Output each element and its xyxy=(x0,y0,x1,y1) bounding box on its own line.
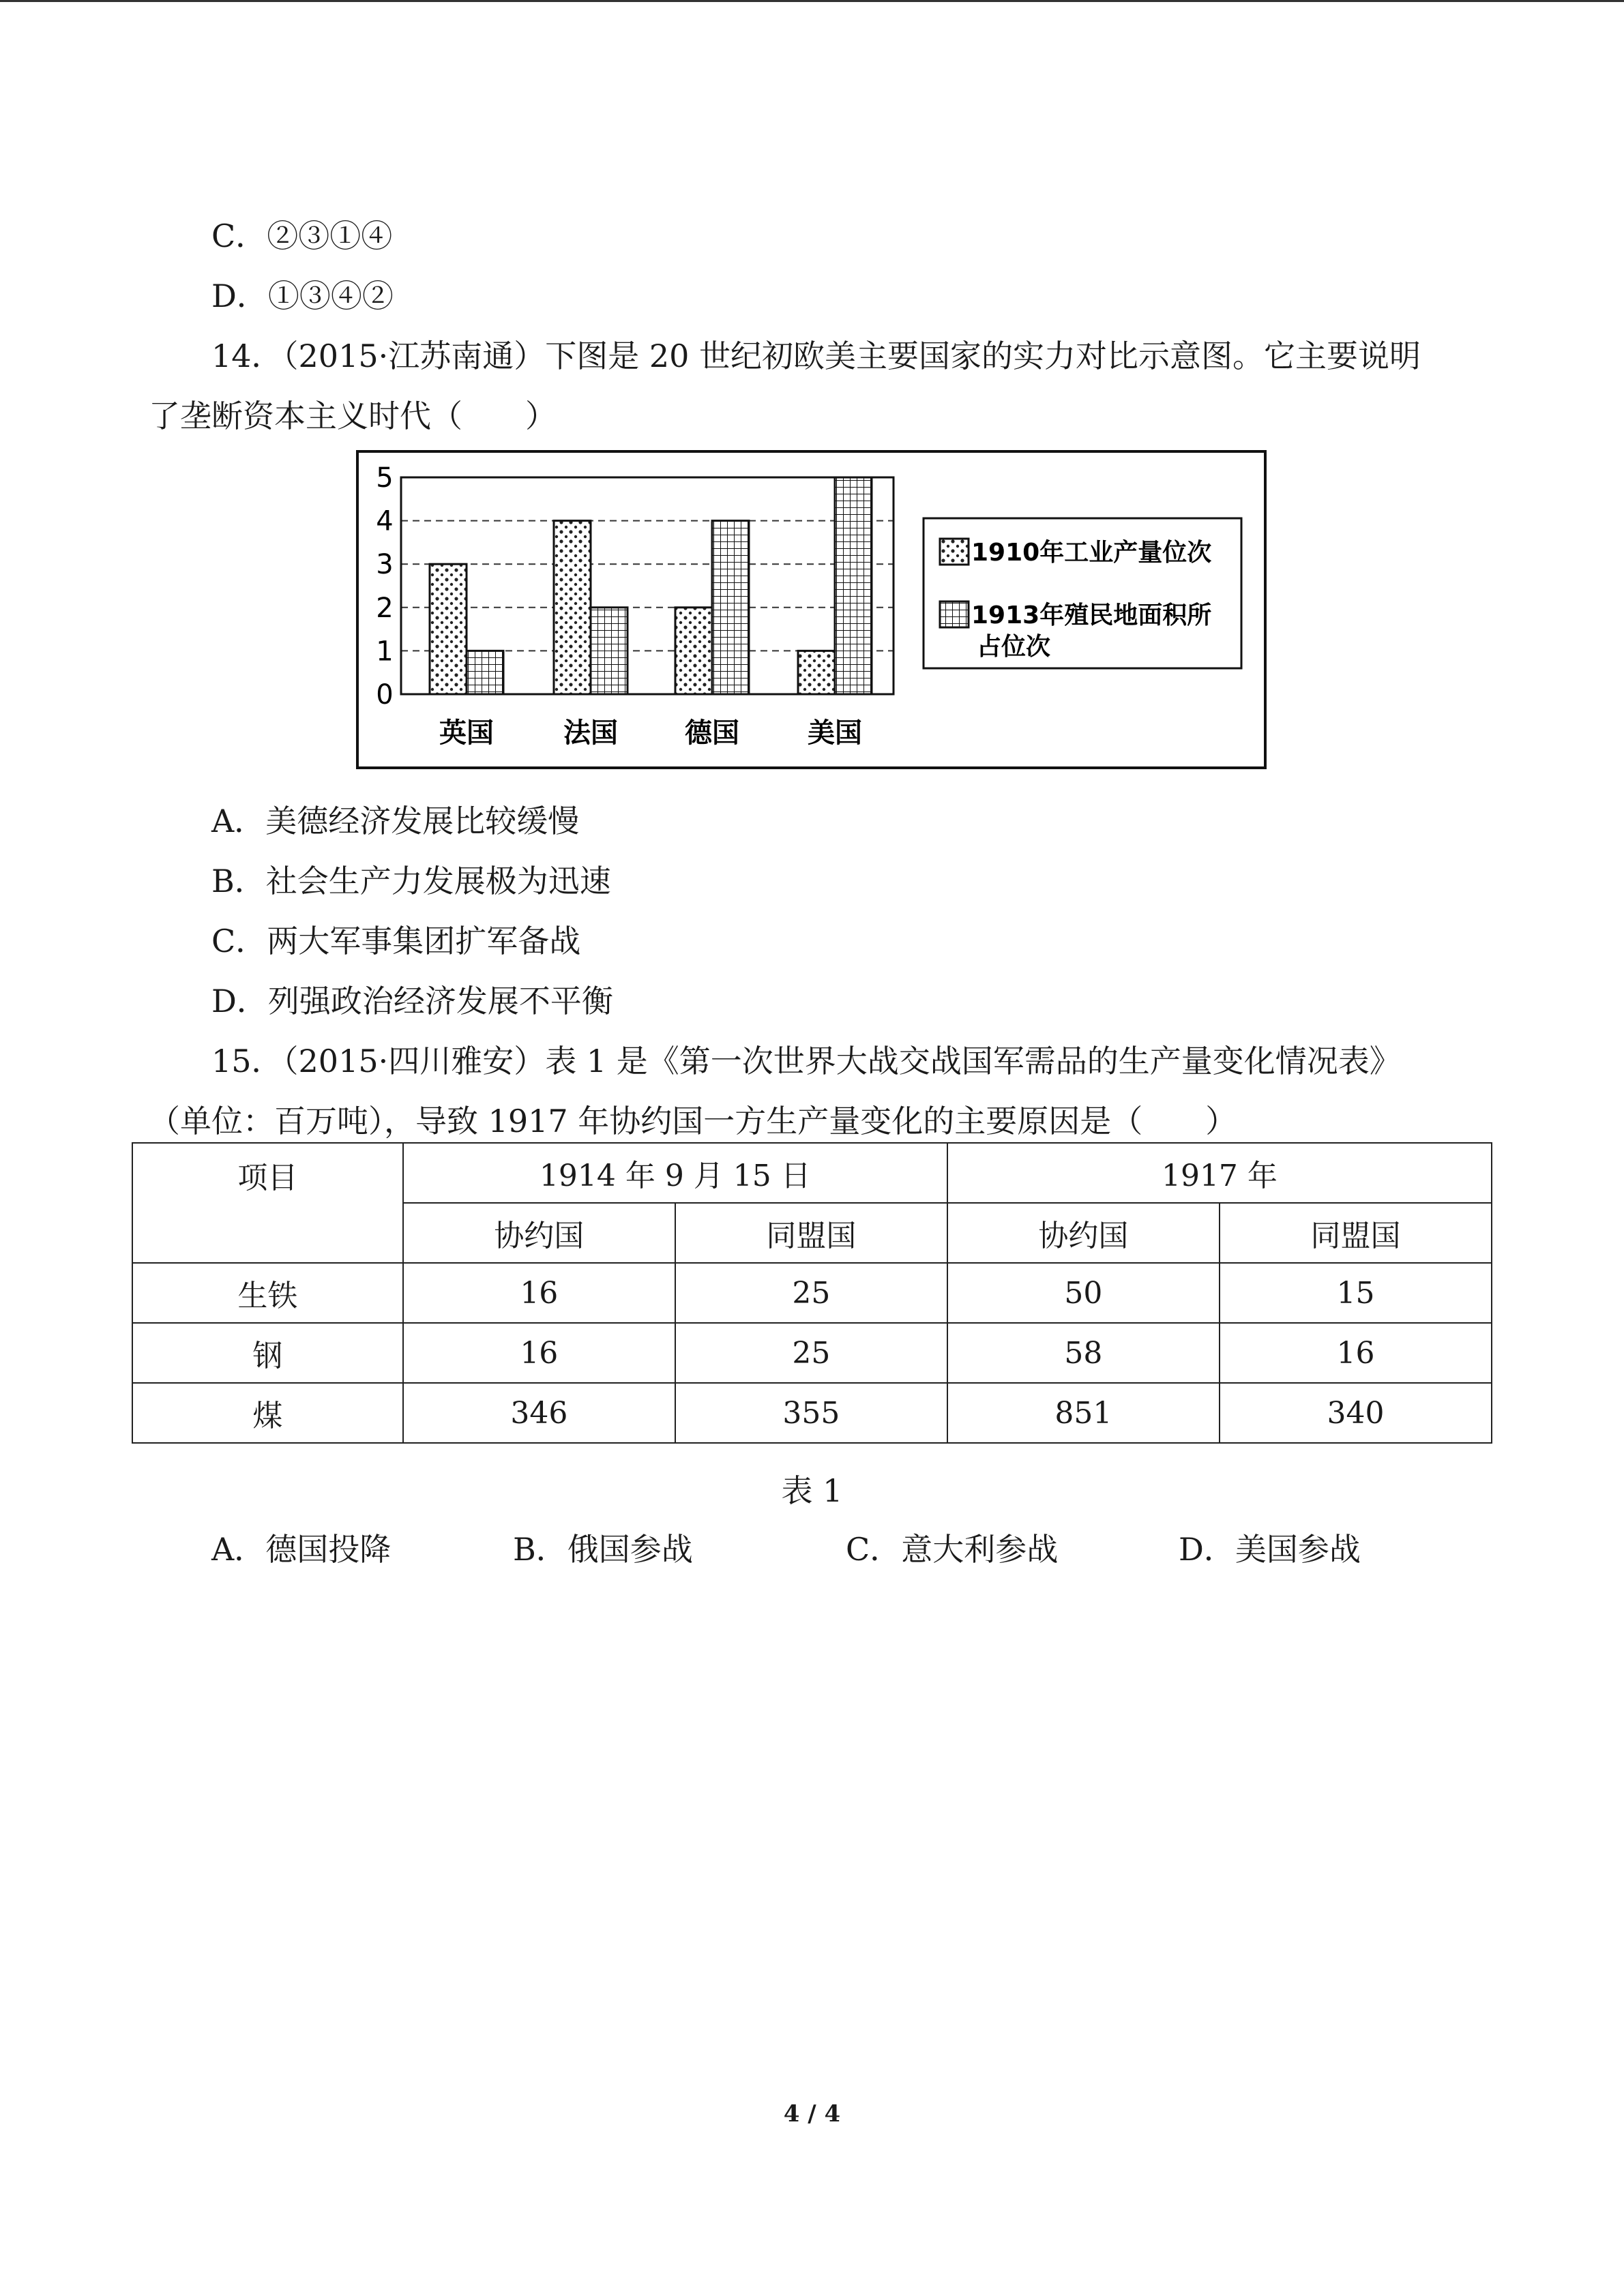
table-header-period1: 1914 年 9 月 15 日 xyxy=(403,1143,947,1203)
q14-option-c: C．两大军事集团扩军备战 xyxy=(211,923,581,959)
table-cell: 851 xyxy=(947,1383,1220,1443)
table-subheader: 同盟国 xyxy=(675,1203,947,1263)
table-cell: 16 xyxy=(403,1323,675,1383)
table-cell: 25 xyxy=(675,1263,947,1323)
bar-colony xyxy=(591,608,628,694)
q14-chart xyxy=(356,450,1267,769)
bar-industry xyxy=(430,564,467,694)
bar-colony xyxy=(835,477,872,694)
table-header-period2: 1917 年 xyxy=(947,1143,1492,1203)
table-caption: 表 1 xyxy=(781,1472,843,1509)
q14-stem-line2: 了垄断资本主义时代（ ） xyxy=(149,398,557,434)
page-number: 4 / 4 xyxy=(783,2100,841,2128)
table-cell: 58 xyxy=(947,1323,1220,1383)
y-tick-label: 4 xyxy=(376,505,394,537)
q15-table xyxy=(132,1142,1492,1444)
q14-stem-line1: 14．（2015·江苏南通）下图是 20 世纪初欧美主要国家的实力对比示意图。它主要说明 xyxy=(211,338,1421,374)
x-category-label: 英国 xyxy=(439,717,494,749)
table-cell: 16 xyxy=(1220,1323,1492,1383)
q14-option-d: D．列强政治经济发展不平衡 xyxy=(211,983,613,1019)
x-category-label: 德国 xyxy=(685,717,739,749)
q15-option-b: B．俄国参战 xyxy=(513,1531,693,1568)
bar-industry xyxy=(675,608,712,694)
q14-option-a: A．美德经济发展比较缓慢 xyxy=(211,803,580,839)
table-subheader: 同盟国 xyxy=(1220,1203,1492,1263)
y-tick-label: 1 xyxy=(376,636,394,668)
table-row xyxy=(132,1323,1492,1383)
q15-option-c: C．意大利参战 xyxy=(846,1531,1059,1568)
table-row-label: 钢 xyxy=(132,1323,403,1383)
bar-colony xyxy=(712,521,749,694)
table-cell: 340 xyxy=(1220,1383,1492,1443)
table-row-label: 煤 xyxy=(132,1383,403,1443)
table-cell: 25 xyxy=(675,1323,947,1383)
page-top-border xyxy=(0,0,1624,2)
q14-option-b: B．社会生产力发展极为迅速 xyxy=(211,863,611,899)
q13-option-c: C．②③①④ xyxy=(211,218,393,254)
y-tick-label: 0 xyxy=(376,679,394,711)
q13-option-d: D．①③④② xyxy=(211,278,394,314)
table-row-label: 生铁 xyxy=(132,1263,403,1323)
legend-swatch-industry xyxy=(940,539,969,565)
table-subheader: 协约国 xyxy=(947,1203,1220,1263)
q15-option-a: A．德国投降 xyxy=(211,1531,392,1568)
table-cell: 50 xyxy=(947,1263,1220,1323)
legend-label-colony-cont: 占位次 xyxy=(977,633,1051,661)
q15-option-d: D．美国参战 xyxy=(1179,1531,1361,1568)
table-row xyxy=(132,1383,1492,1443)
table-header-row xyxy=(132,1143,1492,1203)
legend-label-colony: 1913年殖民地面积所 xyxy=(971,601,1212,629)
legend-label-industry: 1910年工业产量位次 xyxy=(971,539,1212,567)
table-cell: 15 xyxy=(1220,1263,1492,1323)
bar-industry xyxy=(798,651,835,694)
y-tick-label: 2 xyxy=(376,592,394,624)
bar-colony xyxy=(467,651,503,694)
legend-swatch-colony xyxy=(940,601,969,627)
table-cell: 355 xyxy=(675,1383,947,1443)
bar-industry xyxy=(554,521,591,694)
y-tick-label: 5 xyxy=(376,462,394,494)
table-row xyxy=(132,1263,1492,1323)
table-cell: 16 xyxy=(403,1263,675,1323)
q15-stem-line2: （单位：百万吨），导致 1917 年协约国一方生产量变化的主要原因是（ ） xyxy=(149,1103,1237,1139)
table-header-item: 项目 xyxy=(132,1143,403,1263)
y-tick-label: 3 xyxy=(376,549,394,581)
table-cell: 346 xyxy=(403,1383,675,1443)
x-category-label: 美国 xyxy=(808,717,862,749)
x-category-label: 法国 xyxy=(563,717,618,749)
q15-stem-line1: 15．（2015·四川雅安）表 1 是《第一次世界大战交战国军需品的生产量变化情况表》 xyxy=(211,1043,1401,1079)
table-subheader: 协约国 xyxy=(403,1203,675,1263)
